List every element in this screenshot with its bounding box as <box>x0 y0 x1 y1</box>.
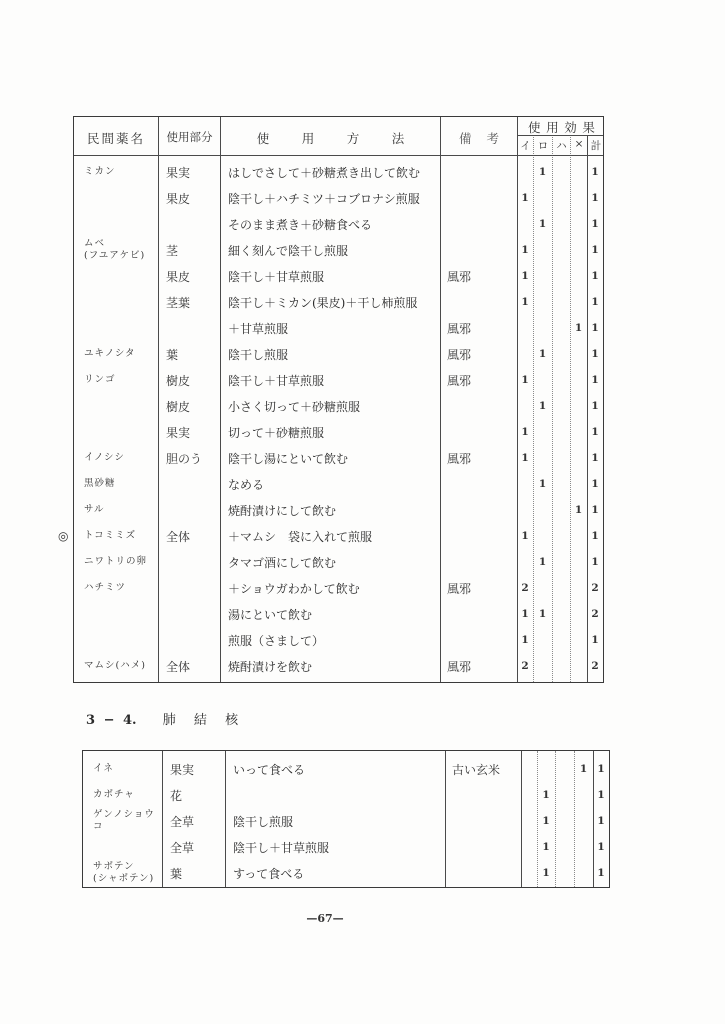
usage-method: 小さく切って＋砂糖煎服 <box>228 399 361 414</box>
remarks: 風邪 <box>447 347 472 362</box>
part-used: 樹皮 <box>166 399 191 414</box>
effect-total: 1 <box>597 841 605 853</box>
plant-name: ハチミツ <box>84 582 127 593</box>
usage-method: 焼酎漬けにして飲む <box>228 503 337 518</box>
remarks: 風邪 <box>447 373 472 388</box>
table-row <box>74 445 603 471</box>
remarks: 風邪 <box>447 269 472 284</box>
table-row <box>74 627 603 653</box>
usage-method: 陰干し湯にといて飲む <box>228 451 349 466</box>
effect-total: 2 <box>591 660 599 672</box>
usage-method: なめる <box>228 477 265 492</box>
remarks: 風邪 <box>447 451 472 466</box>
effect-x: 1 <box>579 763 588 775</box>
part-used: 全体 <box>166 659 191 674</box>
header-bottom-divider <box>74 155 603 156</box>
table-row <box>74 315 603 341</box>
effect-total: 1 <box>591 192 599 204</box>
part-used: 果実 <box>166 165 191 180</box>
table-row <box>74 211 603 237</box>
usage-method: 陰干し＋甘草煎服 <box>228 373 325 388</box>
effect-total: 1 <box>591 426 599 438</box>
usage-method: 陰干し＋ハチミツ＋コブロナシ煎服 <box>228 191 420 206</box>
effect-ro: 1 <box>538 608 547 620</box>
effect-total: 1 <box>597 789 605 801</box>
effect-total: 1 <box>591 374 599 386</box>
table-row <box>83 834 609 860</box>
header-effect-i: イ <box>520 140 531 152</box>
usage-method: 陰干し＋甘草煎服 <box>228 269 325 284</box>
table-body <box>58 159 603 679</box>
table-row <box>74 653 603 679</box>
table-row <box>74 237 603 263</box>
header-part-used: 使用部分 <box>166 130 213 144</box>
effect-i: 1 <box>521 608 529 620</box>
table-row <box>83 860 609 886</box>
part-used: 果皮 <box>166 191 191 206</box>
usage-method: 煎服（さまして） <box>228 633 325 648</box>
effect-total: 1 <box>591 478 599 490</box>
table-row <box>83 808 609 834</box>
part-used: 葉 <box>170 866 183 881</box>
effect-total: 1 <box>591 322 599 334</box>
effect-x: 1 <box>574 504 583 516</box>
effect-total: 1 <box>591 504 599 516</box>
usage-method: ＋ショウガわかして飲む <box>228 581 360 596</box>
plant-name: 黒砂糖 <box>84 478 116 489</box>
effect-total: 1 <box>591 166 599 178</box>
effect-total: 1 <box>597 867 605 879</box>
remarks: 風邪 <box>447 659 472 674</box>
header-effect-total: 計 <box>590 140 602 152</box>
effect-ro: 1 <box>542 815 550 827</box>
page-number: —67— <box>306 912 344 925</box>
part-used: 全体 <box>166 529 191 544</box>
plant-name: イネ <box>93 763 114 774</box>
plant-name: マムシ(ハメ) <box>84 660 146 671</box>
usage-method: いって食べる <box>233 762 306 777</box>
table-row <box>74 601 603 627</box>
effect-i: 2 <box>521 660 529 672</box>
usage-method: 焼酎漬けを飲む <box>228 659 313 674</box>
tuberculosis-table <box>82 750 610 888</box>
effect-total: 2 <box>591 582 599 594</box>
usage-method: タマゴ酒にして飲む <box>228 555 337 570</box>
usage-method: 切って＋砂糖煎服 <box>228 425 325 440</box>
effect-total: 1 <box>591 452 599 464</box>
usage-method: はしでさして＋砂糖煮き出して飲む <box>228 165 421 180</box>
folk-medicine-table <box>58 116 604 683</box>
part-used: 胆のう <box>166 451 203 466</box>
effect-total: 1 <box>597 763 605 775</box>
table-row <box>83 756 609 782</box>
table-row <box>74 393 603 419</box>
effect-ro: 1 <box>538 400 547 412</box>
table-row <box>74 341 603 367</box>
section-number: 3 − 4. <box>86 713 137 728</box>
header-effect-ro: ロ <box>537 140 549 152</box>
effect-ro: 1 <box>542 867 550 879</box>
remarks: 風邪 <box>447 581 472 596</box>
effect-ro: 1 <box>538 556 547 568</box>
effect-i: 1 <box>521 374 529 386</box>
effect-total: 1 <box>591 556 599 568</box>
effect-ro: 1 <box>538 218 547 230</box>
effect-x: 1 <box>574 322 583 334</box>
part-used: 花 <box>170 788 183 803</box>
effect-i: 1 <box>521 530 529 542</box>
part-used: 茎葉 <box>166 295 191 310</box>
usage-method: ＋マムシ 袋に入れて煎服 <box>228 529 373 544</box>
effect-ro: 1 <box>538 348 547 360</box>
effect-i: 1 <box>521 270 529 282</box>
remarks: 風邪 <box>447 321 472 336</box>
header-effect-ha: ハ <box>556 140 567 152</box>
section-heading <box>86 709 256 728</box>
part-used: 果皮 <box>166 269 191 284</box>
effect-ro: 1 <box>542 789 550 801</box>
section-title: 肺結核 <box>162 713 257 728</box>
effect-total: 2 <box>591 608 599 620</box>
double-circle-mark: ◎ <box>58 529 69 543</box>
header-remarks: 備考 <box>458 131 514 146</box>
header-effects: 使用効果 <box>528 120 601 135</box>
plant-name: イノシシ <box>84 452 125 463</box>
part-used: 全草 <box>170 840 195 855</box>
effect-i: 1 <box>521 452 529 464</box>
effect-i: 1 <box>521 192 529 204</box>
usage-method: すって食べる <box>233 866 305 881</box>
plant-name: ムベ (フユアケビ) <box>84 238 146 261</box>
usage-method: ＋甘草煎服 <box>228 321 289 336</box>
effect-total: 1 <box>591 634 599 646</box>
effect-i: 2 <box>521 582 529 594</box>
plant-name: ゲンノショウコ <box>93 809 155 832</box>
plant-name: リンゴ <box>84 374 116 385</box>
effect-total: 1 <box>591 244 599 256</box>
header-effect-x: × <box>574 138 584 150</box>
effect-ro: 1 <box>542 841 550 853</box>
usage-method: 湯にといて飲む <box>228 607 313 622</box>
effect-ro: 1 <box>538 166 547 178</box>
usage-method: そのまま煮き＋砂糖食べる <box>228 217 373 232</box>
plant-name: カボチャ <box>93 789 135 800</box>
table-row <box>74 263 603 289</box>
table-row <box>74 159 603 185</box>
effect-i: 1 <box>521 426 529 438</box>
table-row <box>74 367 603 393</box>
remarks: 古い玄米 <box>452 762 501 777</box>
plant-name: ミカン <box>84 166 116 177</box>
effect-total: 1 <box>597 815 605 827</box>
usage-method: 細く刻んで陰干し煎服 <box>228 243 349 258</box>
effect-total: 1 <box>591 348 599 360</box>
table-body <box>83 756 609 886</box>
table-row <box>58 523 603 549</box>
usage-method: 陰干し煎服 <box>228 347 289 362</box>
usage-method: 陰干し＋甘草煎服 <box>233 840 330 855</box>
part-used: 果実 <box>166 425 191 440</box>
effect-i: 1 <box>521 244 529 256</box>
effect-total: 1 <box>591 400 599 412</box>
header-folk-medicine-name: 民間薬名 <box>86 131 145 146</box>
part-used: 葉 <box>166 347 179 362</box>
effect-total: 1 <box>591 218 599 230</box>
table-row <box>74 549 603 575</box>
plant-name: ニワトリの卵 <box>84 556 148 567</box>
part-used: 茎 <box>166 243 179 258</box>
table-row <box>74 419 603 445</box>
plant-name: サボテン (シャボテン) <box>93 861 155 884</box>
table-row <box>74 575 603 601</box>
table-row <box>74 289 603 315</box>
header-usage-method: 使用方法 <box>256 131 437 146</box>
plant-name: トコミミズ <box>84 530 137 541</box>
table-row <box>74 185 603 211</box>
effect-i: 1 <box>521 634 529 646</box>
effect-total: 1 <box>591 270 599 282</box>
effect-total: 1 <box>591 530 599 542</box>
effect-ro: 1 <box>538 478 547 490</box>
effect-total: 1 <box>591 296 599 308</box>
plant-name: サル <box>84 504 105 515</box>
table-row <box>83 782 609 808</box>
table-row <box>74 471 603 497</box>
plant-name: ユキノシタ <box>84 348 136 359</box>
usage-method: 陰干し＋ミカン(果皮)＋干し柿煎服 <box>228 295 418 310</box>
usage-method: 陰干し煎服 <box>233 814 294 829</box>
table-row <box>74 497 603 523</box>
effect-i: 1 <box>521 296 529 308</box>
part-used: 樹皮 <box>166 373 191 388</box>
part-used: 全草 <box>170 814 195 829</box>
part-used: 果実 <box>170 762 195 777</box>
